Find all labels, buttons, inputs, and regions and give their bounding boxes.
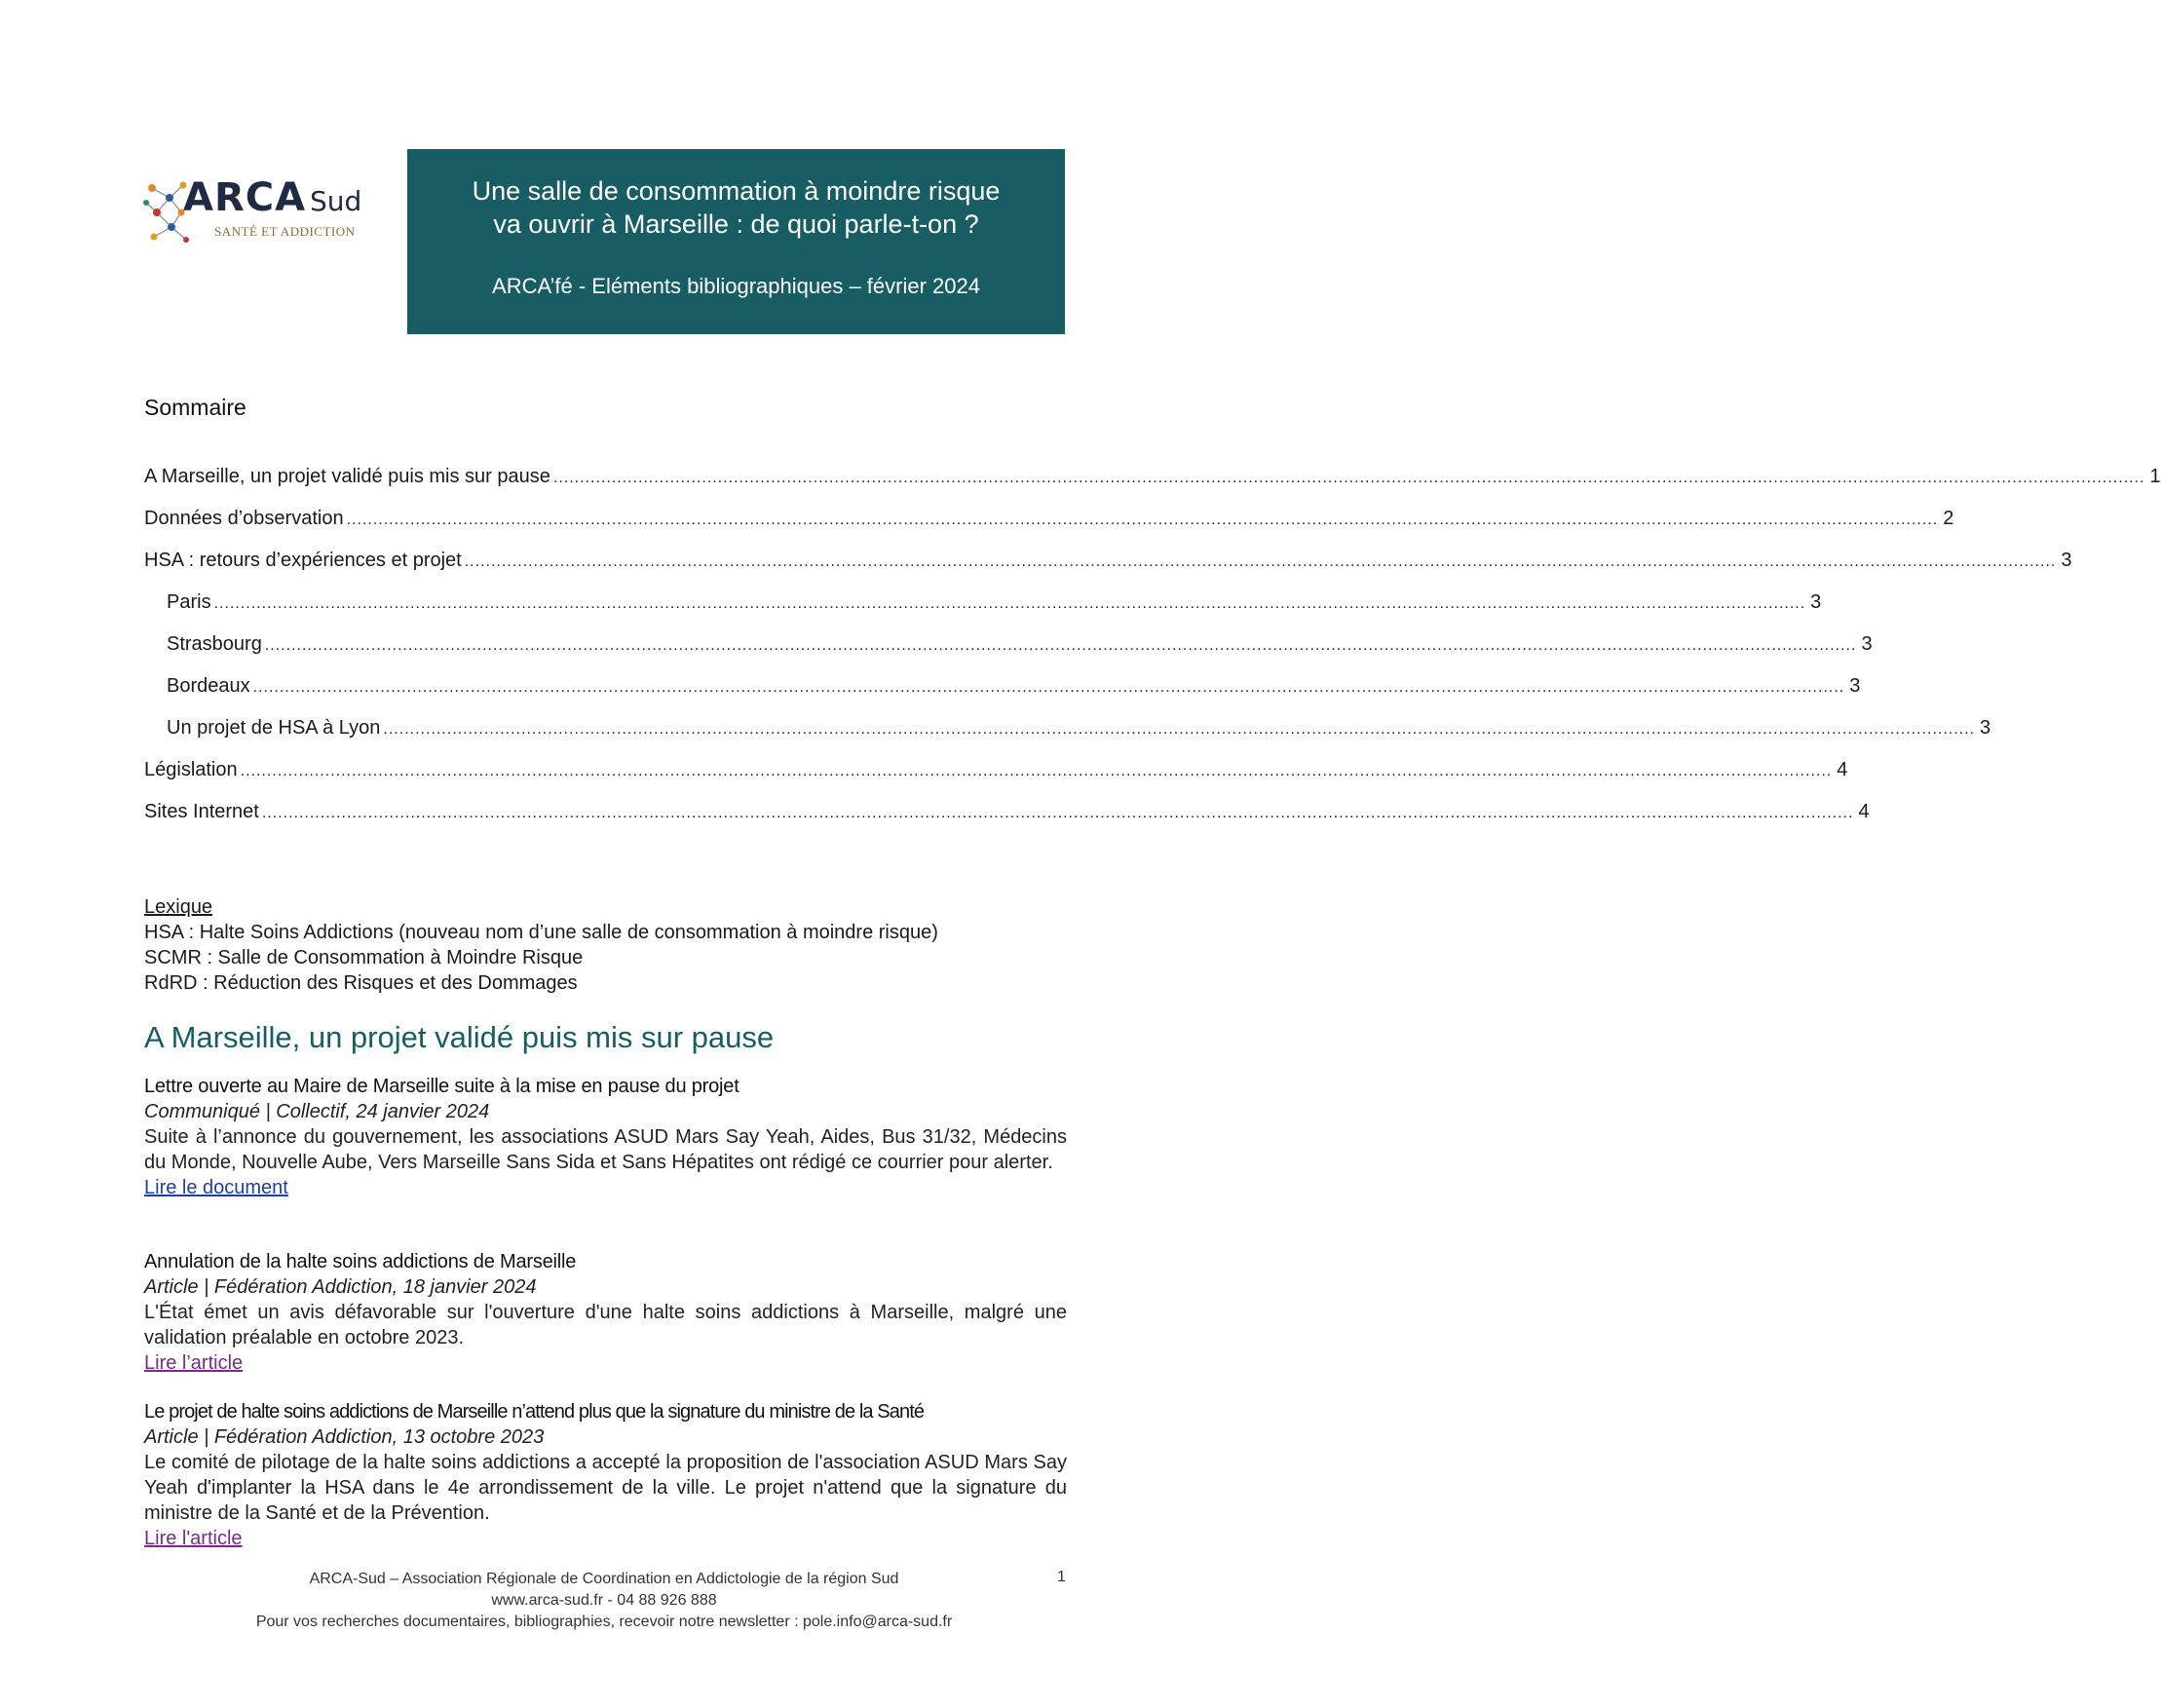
toc-entry-label: Strasbourg (167, 633, 262, 655)
entry-description: Le comité de pilotage de la halte soins addictions a accepté la proposition de l'association ASUD Mars Say Yeah d'implanter la HSA dans le 4e arrondissement de la ville. Le projet n'attend que la signature du ministre de la Santé et de la Prévention. (144, 1452, 1067, 1524)
section-heading: A Marseille, un projet validé puis mis sur pause (144, 1020, 775, 1054)
entry-title: Annulation de la halte soins addictions de Marseille (144, 1251, 577, 1272)
toc-leader-dots: ............................................................................................................................................................................................................................................................................................................ (264, 637, 1857, 654)
footer-organization: ARCA-Sud – Association Régionale de Coordination en Addictologie de la région Sud (309, 1571, 899, 1587)
toc-entry-page: 3 (1980, 717, 1991, 739)
toc-entry-page: 3 (2061, 550, 2072, 571)
toc-entry-page: 4 (1858, 801, 1870, 822)
toc-entry[interactable] (144, 508, 1954, 550)
toc-leader-dots: ............................................................................................................................................................................................................................................................................................................ (213, 595, 1806, 612)
title-banner (407, 149, 1065, 334)
bibliography-entry (144, 1249, 1067, 1376)
read-article-link[interactable]: Lire l’article (144, 1352, 244, 1374)
toc-entry-label: Bordeaux (167, 675, 250, 697)
toc-leader-dots: ............................................................................................................................................................................................................................................................................................................ (240, 763, 1833, 779)
document-subtitle: ARCA’fé - Eléments bibliographiques – février 2024 (492, 274, 980, 298)
toc-entry-label: Sites Internet (144, 801, 259, 822)
toc-subentry[interactable] (144, 591, 1822, 633)
read-document-link[interactable]: Lire le document (144, 1177, 288, 1198)
footer-note: Pour vos recherches documentaires, bibliographies, recevoir notre newsletter : pole.info@arca-sud.fr (255, 1613, 953, 1630)
toc-entry-page: 4 (1837, 759, 1848, 780)
page-number: 1 (1057, 1569, 1066, 1585)
lexique-line: HSA : Halte Soins Addictions (nouveau nom d’une salle de consommation à moindre risque) (144, 922, 938, 943)
document-title-line-1: Une salle de consommation à moindre risque (472, 176, 1001, 206)
toc-entry-page: 3 (1849, 675, 1861, 697)
toc-entry-page: 3 (1810, 591, 1822, 613)
page-footer (0, 1569, 1208, 1633)
toc-entry-page: 2 (1943, 508, 1954, 529)
toc-entry[interactable] (144, 759, 1848, 801)
toc-leader-dots: ............................................................................................................................................................................................................................................................................................................ (552, 470, 2145, 486)
toc-subentry[interactable] (144, 717, 1991, 759)
document-title (407, 174, 1065, 241)
toc-subentry[interactable] (144, 633, 1873, 675)
lexique-block (144, 894, 938, 996)
arca-sud-logo (142, 173, 376, 249)
footer-contact: www.arca-sud.fr - 04 88 926 888 (491, 1592, 717, 1609)
toc-leader-dots: ............................................................................................................................................................................................................................................................................................................ (346, 512, 1939, 528)
toc-leader-dots: ............................................................................................................................................................................................................................................................................................................ (252, 679, 1845, 696)
logo-name: ARCA (183, 175, 307, 220)
entry-title: Le projet de halte soins addictions de Marseille n’attend plus que la signature du ministre de la Santé (144, 1401, 925, 1423)
toc-heading: Sommaire (144, 395, 246, 420)
toc-leader-dots: ............................................................................................................................................................................................................................................................................................................ (261, 805, 1854, 821)
lexique-line: RdRD : Réduction des Risques et des Dommages (144, 972, 578, 994)
toc-entry[interactable] (144, 801, 1870, 843)
entry-description: Suite à l’annonce du gouvernement, les associations ASUD Mars Say Yeah, Aides, Bus 31/32, Médecins du Monde, Nouvelle Aube, Vers Marseille Sans Sida et Sans Hépatites ont rédigé ce courrier pour alerter. (144, 1126, 1067, 1173)
toc-entry-label: Paris (167, 591, 211, 613)
toc-leader-dots: ............................................................................................................................................................................................................................................................................................................ (383, 721, 1975, 738)
toc-entry-label: A Marseille, un projet validé puis mis sur pause (144, 466, 550, 487)
read-article-link[interactable]: Lire l'article (144, 1528, 243, 1549)
entry-meta: Communiqué | Collectif, 24 janvier 2024 (144, 1101, 490, 1122)
toc-entry[interactable] (144, 550, 2072, 591)
toc-entry-label: Données d’observation (144, 508, 344, 529)
logo-suffix: Sud (310, 185, 362, 217)
entry-meta: Article | Fédération Addiction, 13 octobre 2023 (144, 1426, 545, 1448)
document-title-line-2: va ouvrir à Marseille : de quoi parle-t-on ? (493, 209, 979, 239)
entry-title: Lettre ouverte au Maire de Marseille suite à la mise en pause du projet (144, 1076, 739, 1097)
toc-entry-label: HSA : retours d’expériences et projet (144, 550, 462, 571)
toc-entry-page: 1 (2149, 466, 2161, 487)
toc-entry-label: Législation (144, 759, 238, 780)
toc-entry-page: 3 (1861, 633, 1873, 655)
bibliography-entry (144, 1399, 1067, 1551)
table-of-contents (144, 466, 2161, 843)
entry-description: L'État émet un avis défavorable sur l'ouverture d'une halte soins addictions à Marseille, malgré une validation préalable en octobre 2023. (144, 1302, 1067, 1348)
toc-entry-label: Un projet de HSA à Lyon (167, 717, 381, 739)
logo-tagline: SANTÉ ET ADDICTION (214, 224, 356, 239)
toc-subentry[interactable] (144, 675, 1861, 717)
toc-leader-dots: ............................................................................................................................................................................................................................................................................................................ (464, 553, 2057, 570)
bibliography-entry (144, 1074, 1067, 1200)
lexique-title: Lexique (144, 896, 213, 918)
lexique-line: SCMR : Salle de Consommation à Moindre Risque (144, 947, 584, 968)
toc-entry[interactable] (144, 466, 2161, 508)
entry-meta: Article | Fédération Addiction, 18 janvier 2024 (144, 1276, 537, 1298)
